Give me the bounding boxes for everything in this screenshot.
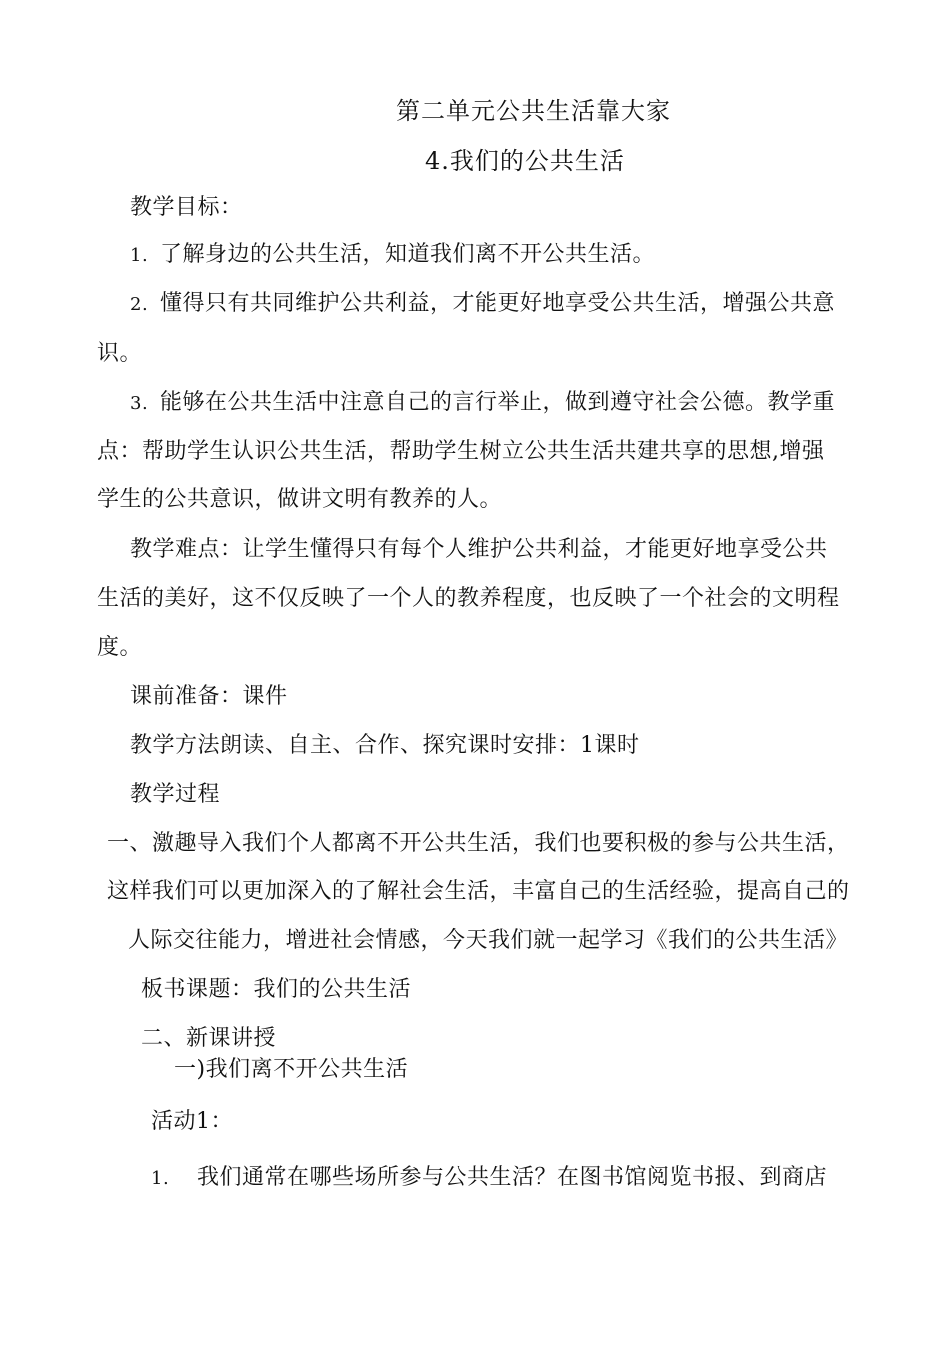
goal-2-line-1 [130,289,835,320]
goals-heading: 教学目标： [130,195,243,220]
intro-line-1: 一、激趣导入我们个人都离不开公共生活，我们也要积极的参与公共生活， [107,831,850,856]
lesson-title: 4.我们的公共生活 [425,147,625,175]
question-1-text: 我们通常在哪些场所参与公共生活？在图书馆阅览书报、到商店 [197,1165,828,1190]
section-2-heading: 二、新课讲授 [141,1026,277,1051]
subsection-1-heading: 一)我们离不开公共生活 [174,1057,409,1082]
goal-1-text: 了解身边的公共生活，知道我们离不开公共生活。 [160,242,656,267]
method-line: 教学方法朗读、自主、合作、探究课时安排：1课时 [130,733,640,758]
question-1 [151,1163,827,1194]
goal-3-line-1 [130,388,835,419]
difficulty-line-1: 教学难点：让学生懂得只有每个人维护公共利益，才能更好地享受公共 [130,537,828,562]
board-title: 板书课题：我们的公共生活 [141,977,412,1002]
intro-line-2: 这样我们可以更加深入的了解社会生活，丰富自己的生活经验，提高自己的 [107,879,850,904]
goal-3-text: 能够在公共生活中注意自己的言行举止，做到遵守社会公德。教学重 [160,390,836,415]
activity-1-heading: 活动1： [151,1109,233,1134]
intro-line-3: 人际交往能力，增进社会情感，今天我们就一起学习《我们的公共生活》 [128,928,849,953]
difficulty-line-2: 生活的美好，这不仅反映了一个人的教养程度，也反映了一个社会的文明程 [97,586,840,611]
goal-3-line-2: 点：帮助学生认识公共生活，帮助学生树立公共生活共建共享的思想,增强 [97,439,825,464]
goal-3-number: 3. [130,393,149,414]
question-1-number: 1. [151,1168,170,1189]
goal-2-number: 2. [130,294,149,315]
prep-line: 课前准备：课件 [130,684,288,709]
process-heading: 教学过程 [130,782,221,807]
unit-title: 第二单元公共生活靠大家 [396,97,671,125]
goal-1 [130,240,655,271]
difficulty-line-3: 度。 [97,635,143,660]
goal-2-line-2: 识。 [97,341,143,366]
goal-3-line-3: 学生的公共意识，做讲文明有教养的人。 [97,487,503,512]
goal-2-text: 懂得只有共同维护公共利益，才能更好地享受公共生活，增强公共意 [160,291,836,316]
goal-1-number: 1. [130,245,149,266]
